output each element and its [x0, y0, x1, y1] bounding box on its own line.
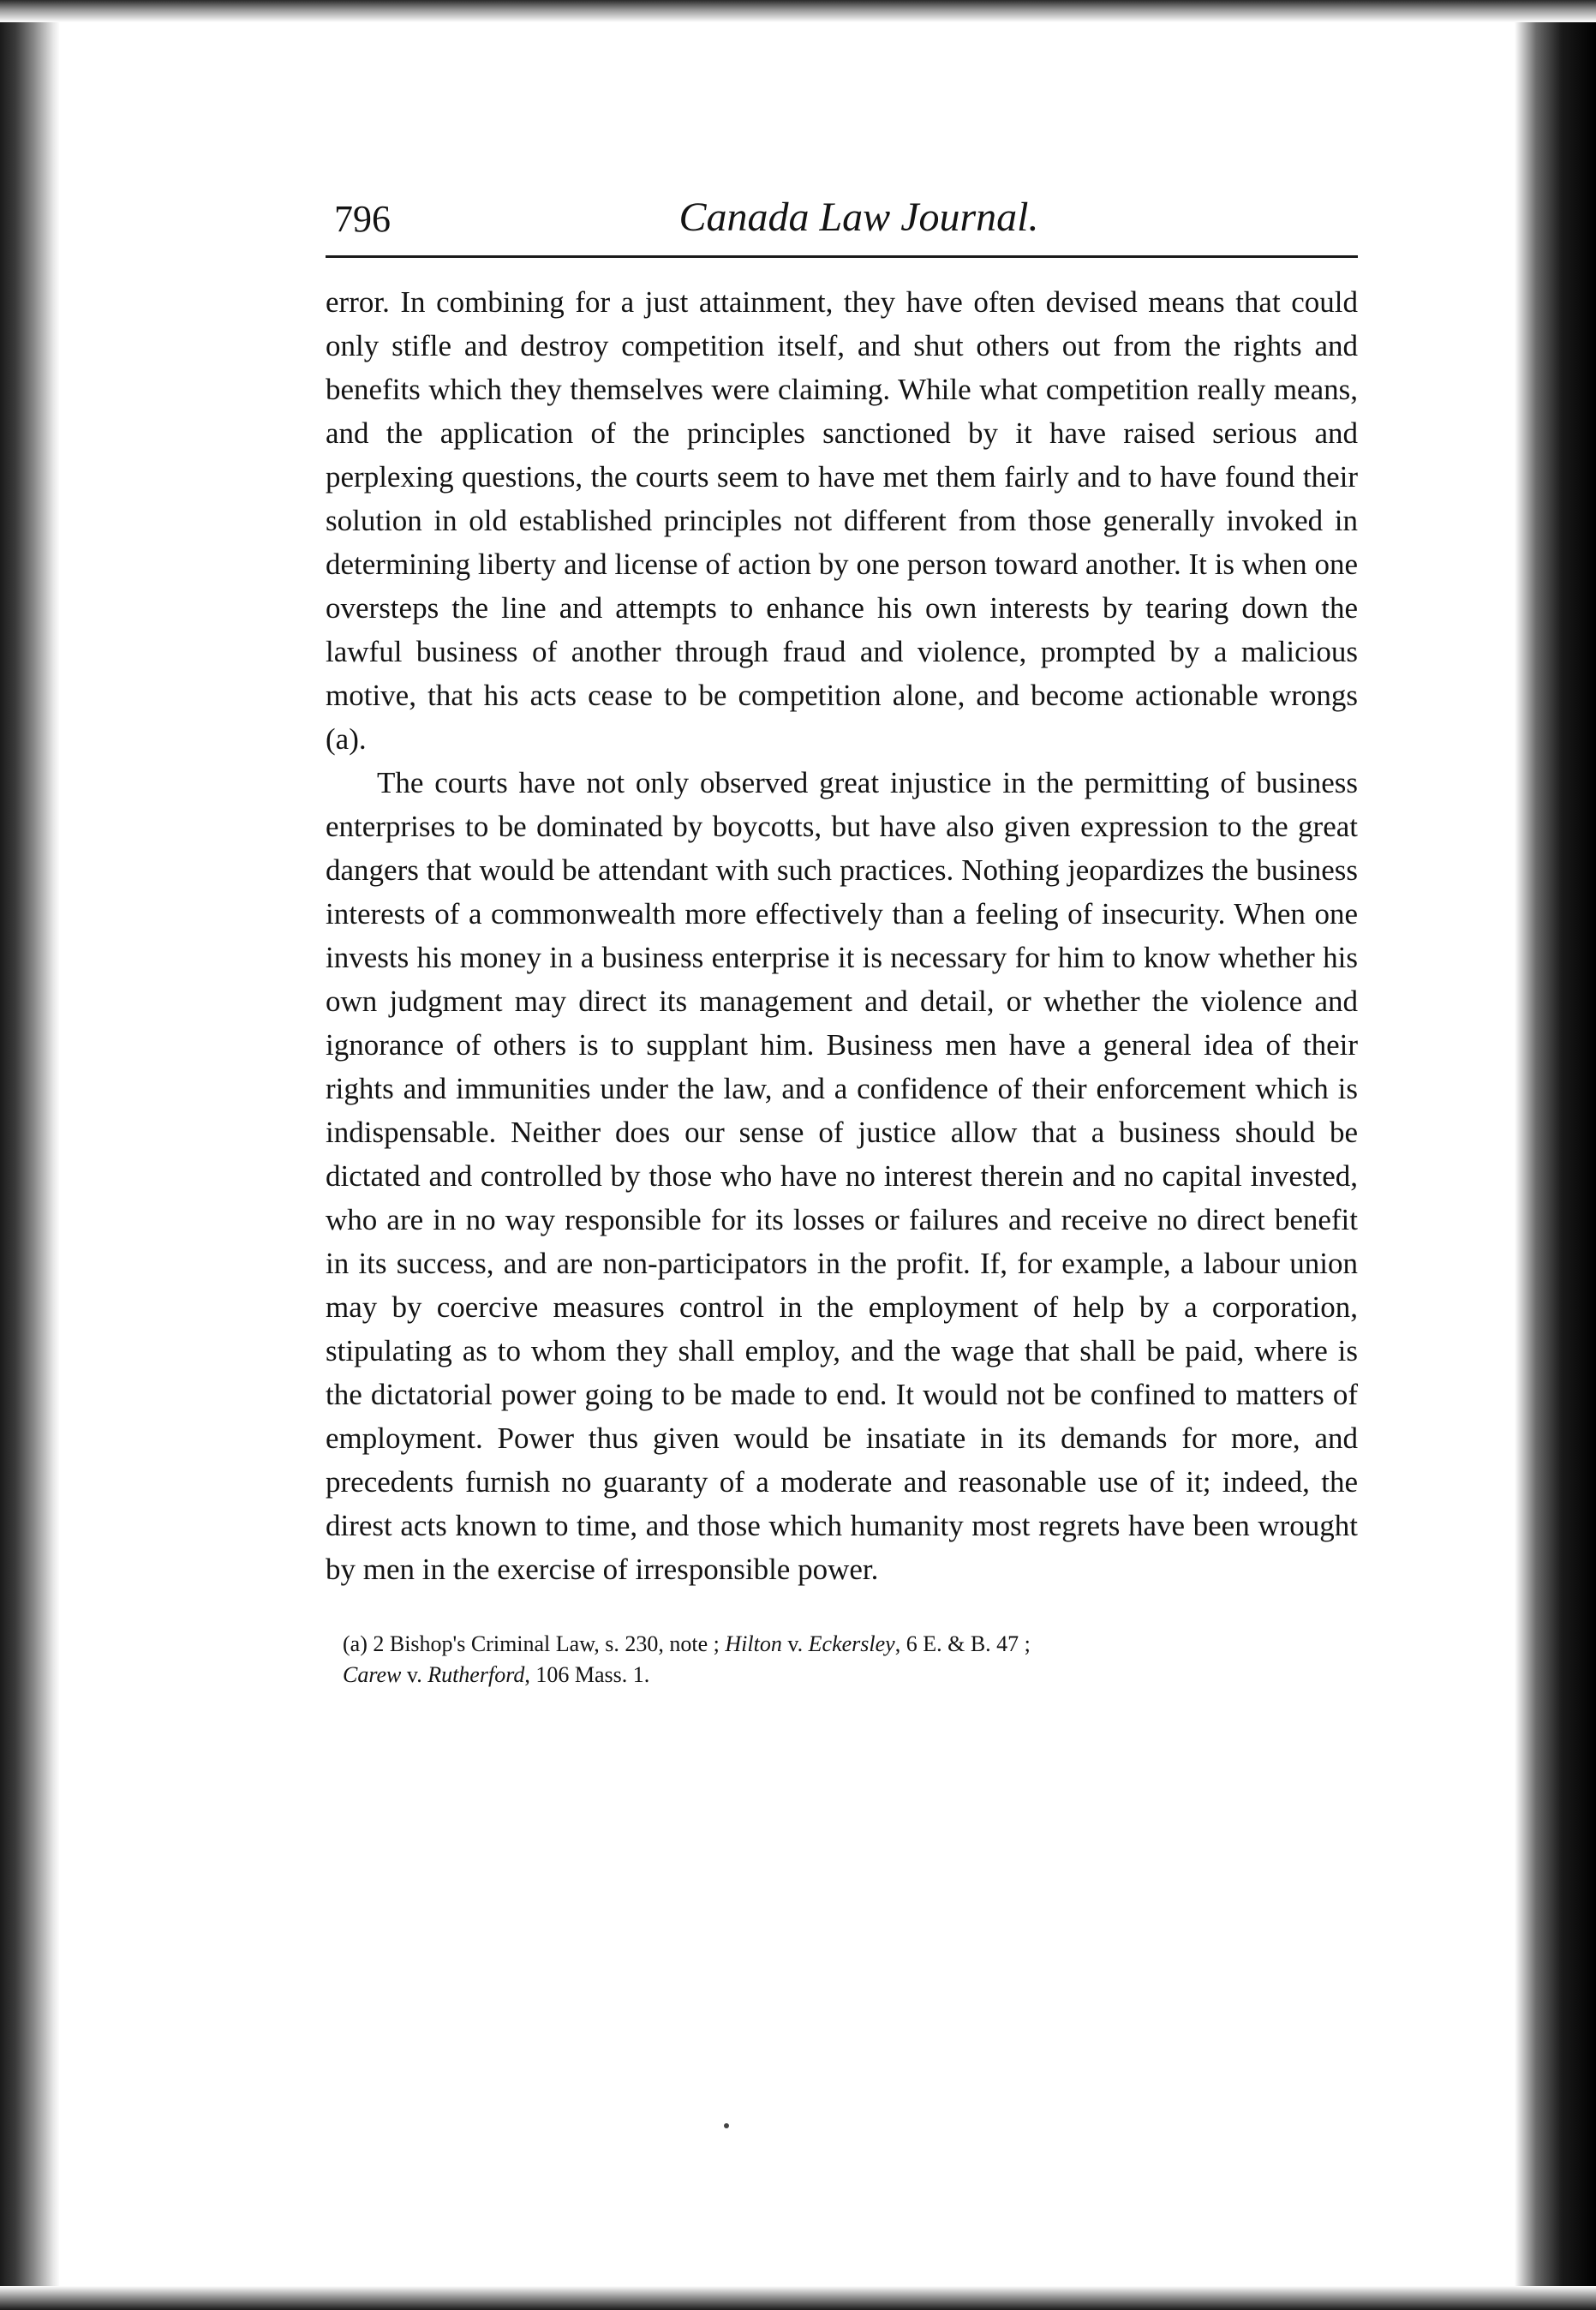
- body-text: [326, 280, 1358, 1591]
- footnote-citation: (a) 2 Bishop's Criminal Law, s. 230, note ;: [343, 1631, 726, 1656]
- footnote-line-2: [343, 1660, 1358, 1691]
- page-header: [326, 187, 1358, 258]
- footnote-versus: v.: [401, 1662, 428, 1687]
- page-number: 796: [334, 198, 391, 240]
- footnote-citation: , 106 Mass. 1.: [524, 1662, 650, 1687]
- paragraph-1: error. In combining for a just attainment, they have often devised means that could only stifle and destroy competition itself, and shut others out from the rights and benefits which they themselves were claiming. While what competition really means, and the application of the principles sanctioned by it have raised serious and perplexing questions, the courts seem to have met them fairly and to have found their solution in old established principles not different from those generally invoked in determining liberty and license of action by one person toward another. It is when one oversteps the line and attempts to enhance his own interests by tearing down the lawful business of another through fraud and violence, prompted by a malicious motive, that his acts cease to be competition alone, and become actionable wrongs (a).: [326, 285, 1358, 756]
- scan-edge-right: [1515, 0, 1596, 2310]
- footnote-versus: v.: [781, 1631, 809, 1656]
- footnote-case-party: Eckersley: [808, 1631, 895, 1656]
- scan-edge-bottom: [0, 2286, 1596, 2310]
- journal-page: [326, 187, 1358, 1691]
- footnote-citation: , 6 E. & B. 47 ;: [894, 1631, 1031, 1656]
- running-head: Canada Law Journal.: [678, 194, 1039, 240]
- footnote-case-party: Carew: [343, 1662, 402, 1687]
- stray-mark: [724, 2123, 729, 2128]
- footnote-case-party: Hilton: [725, 1631, 782, 1656]
- scan-edge-left: [0, 0, 60, 2310]
- paragraph-2: The courts have not only observed great injustice in the permitting of business enterprises to be dominated by boycotts, but have also given expression to the great dangers that would be attendant with such practices. Nothing jeopardizes the business interests of a commonwealth more effectively than a feeling of insecurity. When one invests his money in a business enterprise it is necessary for him to know whether his own judgment may direct its management and detail, or whether the violence and ignorance of others is to supplant him. Business men have a general idea of their rights and immunities under the law, and a confidence of their enforcement which is indispensable. Neither does our sense of justice allow that a business should be dictated and controlled by those who have no interest therein and no capital invested, who are in no way responsible for its losses or failures and receive no direct benefit in its success, and are non-participators in the profit. If, for example, a labour union may by coercive measures control in the employment of help by a corporation, stipulating as to whom they shall employ, and the wage that shall be paid, where is the dictatorial power going to be made to end. It would not be confined to matters of employment. Power thus given would be insatiate in its demands for more, and precedents furnish no guaranty of a moderate and reasonable use of it; indeed, the direst acts known to time, and those which humanity most regrets have been wrought by men in the exercise of irresponsible power.: [326, 766, 1358, 1586]
- footnote-line-1: [343, 1629, 1358, 1660]
- scan-edge-top: [0, 0, 1596, 22]
- footnote-case-party: Rutherford: [427, 1662, 525, 1687]
- footnotes: [326, 1629, 1358, 1691]
